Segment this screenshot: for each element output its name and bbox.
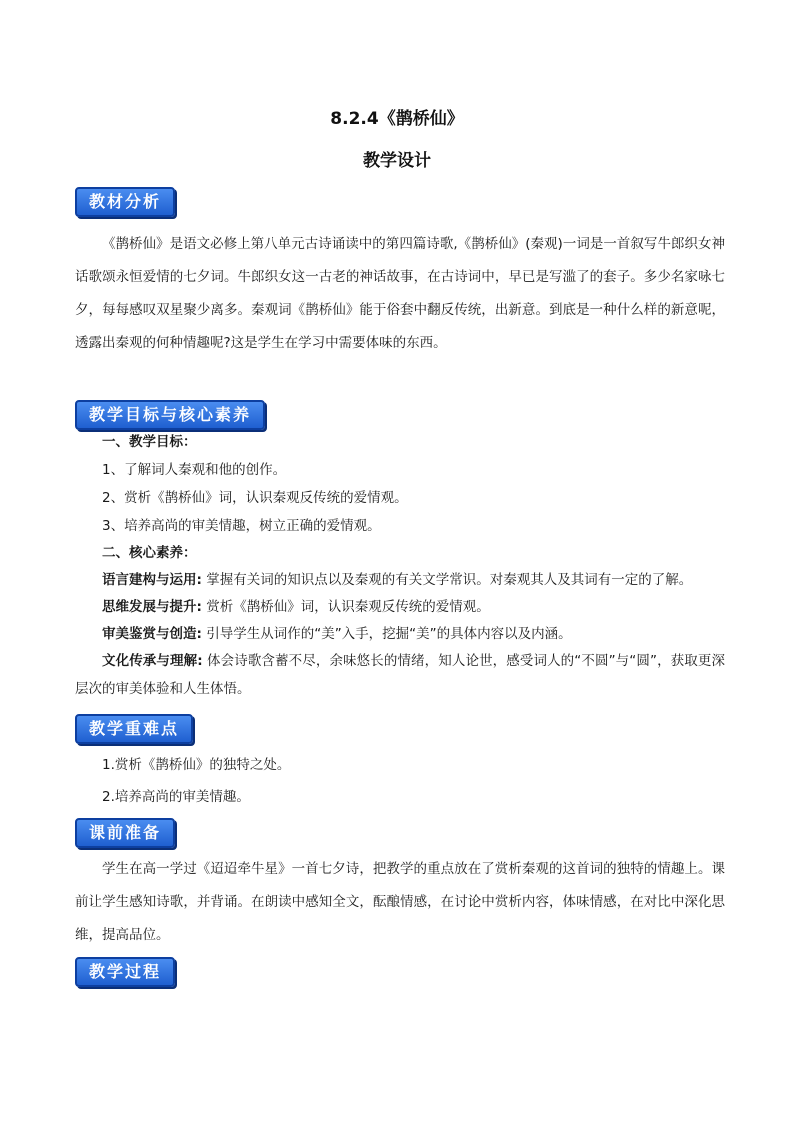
difficulty-item: 1.赏析《鹊桥仙》的独特之处。 — [102, 757, 291, 773]
literacy-text: 赏析《鹊桥仙》词，认识秦观反传统的爱情观。 — [201, 599, 490, 615]
goal-item: 2、赏析《鹊桥仙》词，认识秦观反传统的爱情观。 — [102, 490, 408, 506]
section-heading-prep: 课前准备 — [75, 818, 175, 848]
goal-item: 3、培养高尚的审美情趣，树立正确的爱情观。 — [102, 518, 381, 534]
difficulty-item: 2.培养高尚的审美情趣。 — [102, 789, 250, 805]
literacy-text: 体会诗歌含蓄不尽，余味悠长的情绪，知人论世，感受词人的“不圆”与“圆”，获取更深层次的审美体验和人生体悟。 — [75, 653, 725, 697]
section-heading-difficulty: 教学重难点 — [75, 714, 193, 744]
prep-paragraph: 学生在高一学过《迢迢牵牛星》一首七夕诗，把教学的重点放在了赏析秦观的这首词的独特的情趣上。课前让学生感知诗歌，并背诵。在朗读中感知全文，酝酿情感，在讨论中赏析内容，体味情感，在对比中深化思维，提高品位。 — [75, 861, 725, 943]
literacy-label: 语言建构与运用: — [102, 572, 202, 588]
section-heading-goals: 教学目标与核心素养 — [75, 400, 265, 430]
section-heading-analysis: 教材分析 — [75, 187, 175, 217]
literacy-item — [102, 597, 490, 617]
literacy-item — [75, 647, 725, 703]
section-heading-process: 教学过程 — [75, 957, 175, 987]
literacy-label: 文化传承与理解: — [102, 653, 203, 669]
literacy-item — [102, 570, 692, 590]
goals-subheading: 一、教学目标： — [102, 434, 197, 450]
literacy-label: 审美鉴赏与创造: — [102, 626, 202, 642]
analysis-paragraph: 《鹊桥仙》是语文必修上第八单元古诗诵读中的第四篇诗歌,《鹊桥仙》(秦观)一词是一首叙写牛郎织女神话歌颂永恒爱情的七夕词。牛郎织女这一古老的神话故事，在古诗词中，早已是写滥了的套子。多少名家咏七夕，每每感叹双星聚少离多。秦观词《鹊桥仙》能于俗套中翻反传统，出新意。到底是一种什么样的新意呢，透露出秦观的何种情趣呢?这是学生在学习中需要体味的东西。 — [75, 236, 725, 351]
document-subtitle: 教学设计 — [363, 151, 431, 171]
literacy-item — [102, 624, 572, 644]
literacy-subheading: 二、核心素养： — [102, 545, 197, 561]
literacy-label: 思维发展与提升: — [102, 599, 202, 615]
goal-item: 1、了解词人秦观和他的创作。 — [102, 462, 287, 478]
literacy-text: 引导学生从词作的“美”入手，挖掘“美”的具体内容以及内涵。 — [201, 626, 572, 642]
literacy-text: 掌握有关词的知识点以及秦观的有关文学常识。对秦观其人及其词有一定的了解。 — [201, 572, 693, 588]
document-title: 8.2.4《鹊桥仙》 — [330, 109, 464, 129]
